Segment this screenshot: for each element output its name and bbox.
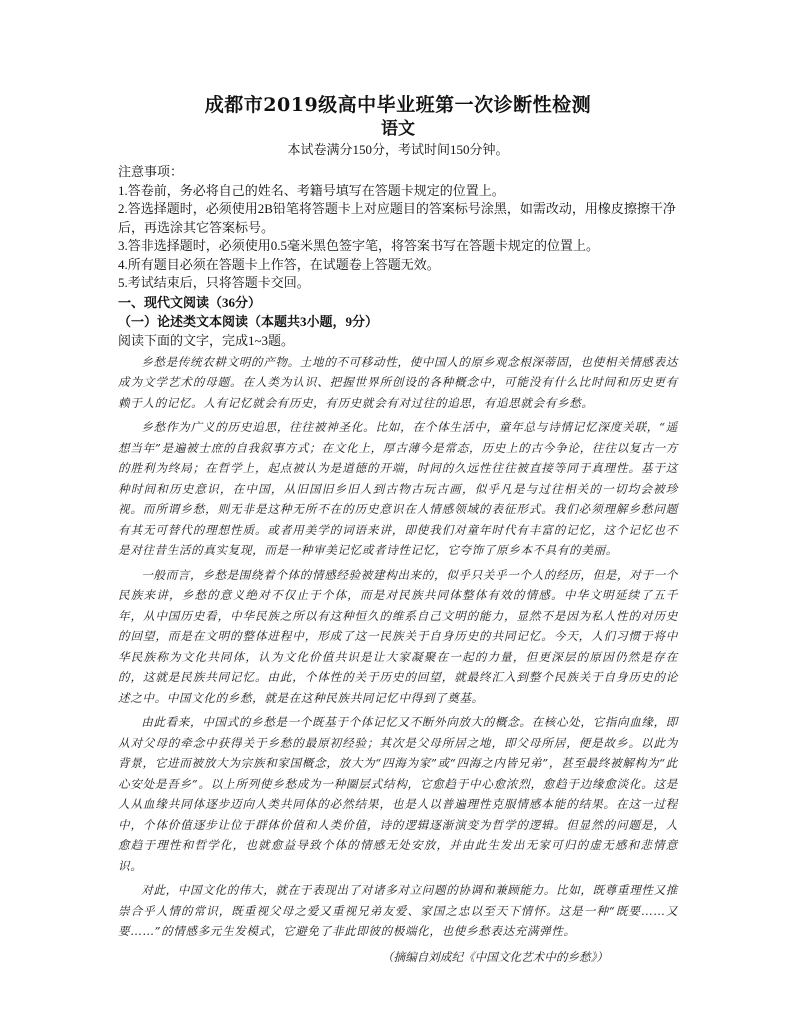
notice-item: 3.答非选择题时，必须使用0.5毫米黑色签字笔，将答案书写在答题卡规定的位置上。 [118, 238, 600, 253]
reading-instruction: 阅读下面的文字，完成1~3题。 [118, 332, 295, 348]
exam-info: 本试卷满分150分，考试时间150分钟。 [287, 142, 509, 157]
passage-paragraph: 由此看来，中国式的乡愁是一个既基于个体记忆又不断外向放大的概念。在核心处，它指向血缘，即从对父母的牵念中获得关于乡愁的最原初经验；其次是父母所居之地，即父母所居，便是故乡。以此为背景，它进而被放大为宗族和家国概念，放大为“四海为家”或“四海之内皆兄弟”，甚至最终被解构为“此心安处是吾乡”。以上所列使乡愁成为一种圈层式结构，它愈趋于中心愈浓烈，愈趋于边缘愈淡化。这是人从血缘共同体逐步迈向人类共同体的必然结果，也是人以普遍理性克服情感本能的结果。在这一过程中，个体价值逐步让位于群体价值和人类价值，诗的逻辑逐渐演变为哲学的逻辑。但显然的问题是，人愈趋于理性和哲学化，也就愈益导致个体的情感无处安放，并由此生发出无家可归的虚无感和悲情意识。 [118, 715, 678, 873]
passage-paragraph: 对此，中国文化的伟大，就在于表现出了对诸多对立问题的协调和兼顾能力。比如，既尊重理性又推崇合乎人情的常识，既重视父母之爱又重视兄弟友爱、家国之忠以至天下情怀。这是一种“既要……又要……”的情感多元生发模式，它避免了非此即彼的极端化，也使乡愁表达充满弹性。 [118, 883, 678, 938]
notice-item: 2.答选择题时，必须使用2B铅笔将答题卡上对应题目的答案标号涂黑，如需改动，用橡皮擦擦干净后，再选涂其它答案标号。 [118, 201, 676, 235]
subject-title: 语文 [381, 119, 415, 139]
notice-heading: 注意事项： [118, 164, 184, 179]
reading-passage [118, 352, 678, 968]
passage-source: （摘编自刘成纪《中国文化艺术中的乡愁》） [381, 949, 608, 964]
passage-paragraph: 乡愁是传统农耕文明的产物。土地的不可移动性，使中国人的原乡观念根深蒂固，也使相关情感表达成为文学艺术的母题。在人类为认识、把握世界所创设的各种概念中，可能没有什么比时间和历史更有赖于人的记忆。人有记忆就会有历史，有历史就会有对过往的追思，有追思就会有乡愁。 [118, 354, 678, 410]
section-heading: 一、现代文阅读（36分） [118, 294, 262, 310]
exam-page [118, 92, 678, 968]
notice-block [118, 163, 678, 293]
exam-title: 成都市2019级高中毕业班第一次诊断性检测 [204, 94, 592, 116]
notice-item: 4.所有题目必须在答题卡上作答，在试题卷上答题无效。 [118, 256, 440, 272]
notice-item: 1.答卷前，务必将自己的姓名、考籍号填写在答题卡规定的位置上。 [118, 182, 505, 198]
notice-item: 5.考试结束后，只将答题卡交回。 [118, 275, 310, 290]
passage-paragraph: 乡愁作为广义的历史追思，往往被神圣化。比如，在个体生活中，童年总与诗情记忆深度关联，“遥想当年”是遍被士庶的自我叙事方式；在文化上，厚古薄今是常态，历史上的古今争论，往往以复古一方的胜利为终局；在哲学上，起点被认为是道德的开端，时间的久远性往往被直接等同于真理性。基于这种时间和历史意识，在中国，从旧国旧乡旧人到古物古玩古画，似乎凡是与过往相关的一切均会被珍视。而所谓乡愁，则无非是这种无所不在的历史意识在人情感领域的表征形式。我们必须理解乡愁问题有其无可替代的理想性质。或者用美学的词语来讲，即使我们对童年时代有丰富的记忆，这个记忆也不是对往昔生活的真实复现，而是一种审美记忆或者诗性记忆，它夸饰了原乡本不具有的美丽。 [118, 420, 678, 557]
passage-paragraph: 一般而言，乡愁是围绕着个体的情感经验被建构出来的，似乎只关乎一个人的经历，但是，对于一个民族来讲，乡愁的意义绝对不仅止于个体，而是对民族共同体整体有效的情感。中华文明延续了五千年，从中国历史看，中华民族之所以有这种恒久的维系自己文明的能力，显然不是因为私人性的对历史的回望，而是在文明的整体进程中，形成了这一民族关于自身历史的共同记忆。今天，人们习惯于将中华民族称为文化共同体，认为文化价值共识是让大家凝聚在一起的力量，但更深层的原因仍然是存在的，这就是民族共同记忆。由此，个体性的关于历史的回望，就最终汇入到整个民族关于自身历史的论述之中。中国文化的乡愁，就是在这种民族共同记忆中得到了奠基。 [118, 567, 678, 705]
subsection-heading: （一）论述类文本阅读（本题共3小题，9分） [118, 313, 379, 329]
